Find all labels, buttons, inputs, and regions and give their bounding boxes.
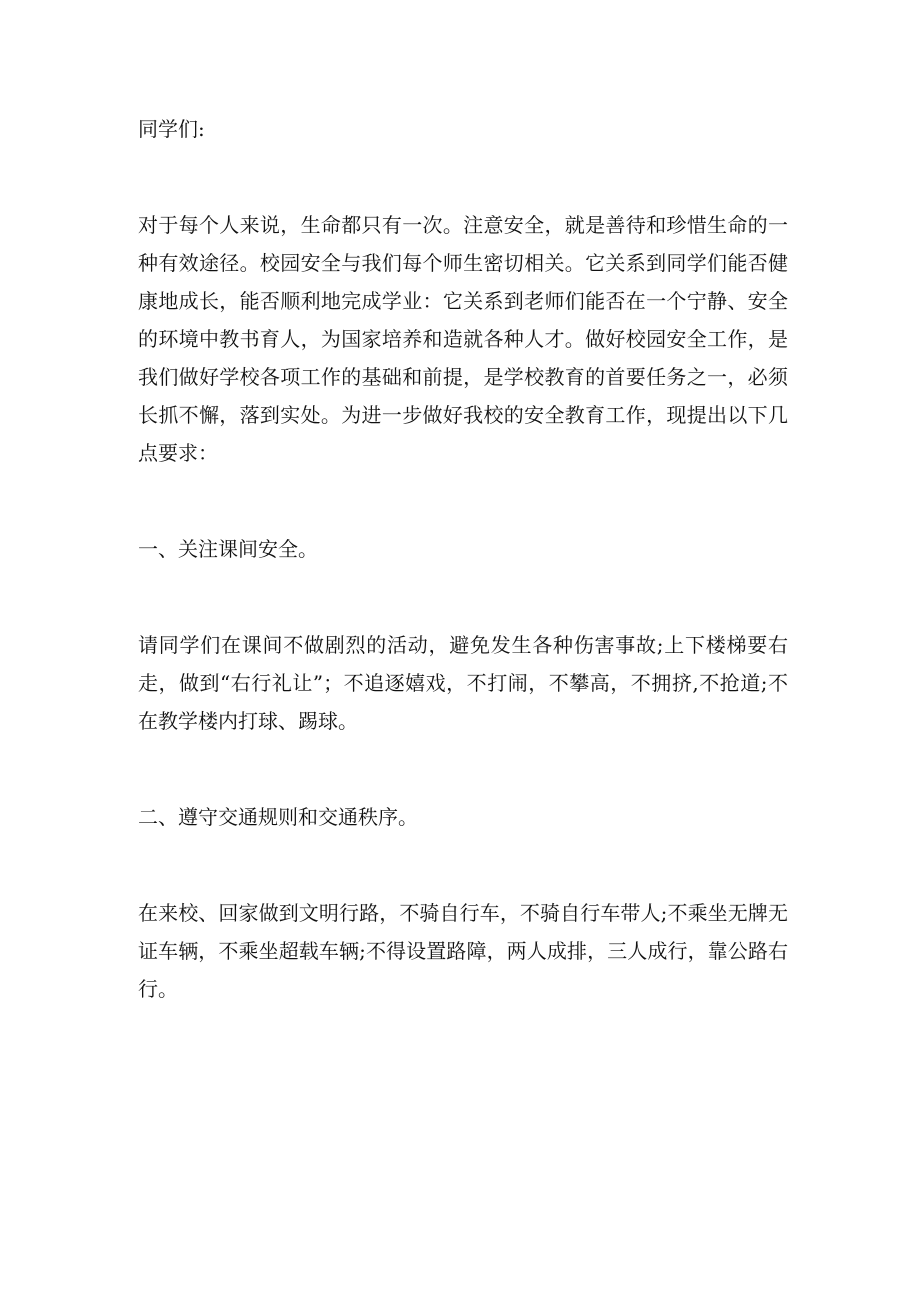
section-heading-1: 一、关注课间安全。 <box>138 537 318 561</box>
section-body-1: 请同学们在课间不做剧烈的活动，避免发生各种伤害事故;上下楼梯要右走，做到“右行礼让”；不追逐嬉戏，不打闹，不攀高，不拥挤,不抢道;不在教学楼内打球、踢球。 <box>138 633 788 733</box>
section-heading-2: 二、遵守交通规则和交通秩序。 <box>138 805 418 829</box>
section-body-2: 在来校、回家做到文明行路，不骑自行车，不骑自行车带人;不乘坐无牌无证车辆，不乘坐超载车辆;不得设置路障，两人成排，三人成行，靠公路右行。 <box>138 901 788 1001</box>
salutation: 同学们: <box>138 117 205 141</box>
intro-paragraph: 对于每个人来说，生命都只有一次。注意安全，就是善待和珍惜生命的一种有效途径。校园安全与我们每个师生密切相关。它关系到同学们能否健康地成长，能否顺利地完成学业：它关系到老师们能否在一个宁静、安全的环境中教书育人，为国家培养和造就各种人才。做好校园安全工作，是我们做好学校各项工作的基础和前提，是学校教育的首要任务之一，必须长抓不懈，落到实处。为进一步做好我校的安全教育工作，现提出以下几点要求： <box>138 213 788 465</box>
document-body <box>138 110 788 1066</box>
